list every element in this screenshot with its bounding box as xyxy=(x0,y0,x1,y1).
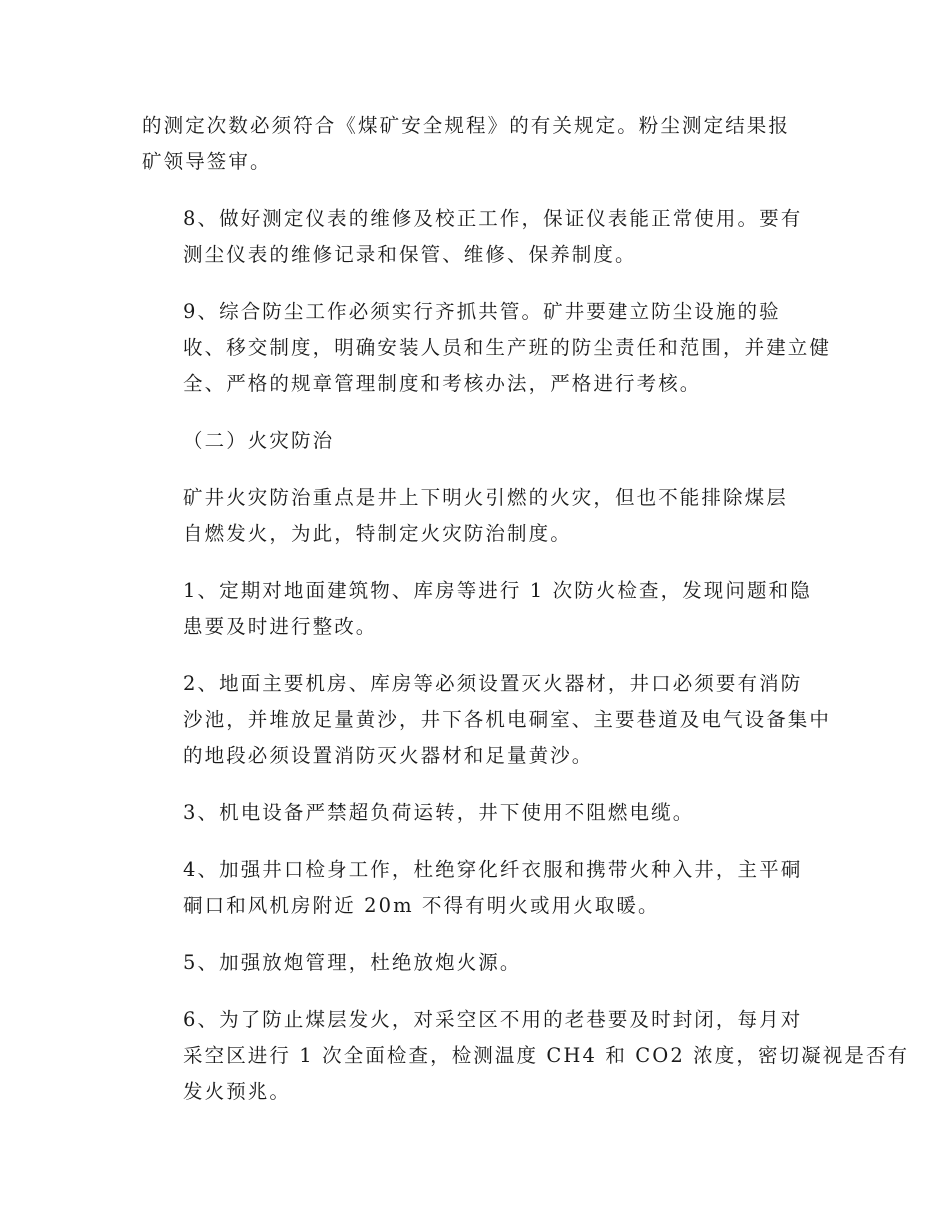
text-line: 沙池，并堆放足量黄沙，井下各机电硐室、主要巷道及电气设备集中 xyxy=(183,708,832,731)
section-heading-text: （二）火灾防治 xyxy=(183,429,335,452)
paragraph-item-6 xyxy=(142,1002,910,1110)
text-line: 1、定期对地面建筑物、库房等进行 1 次防火检查，发现问题和隐 xyxy=(183,579,812,602)
paragraph-item-8 xyxy=(142,201,810,273)
text-line: 4、加强井口检身工作，杜绝穿化纤衣服和携带火种入井，主平硐 xyxy=(183,858,803,881)
section-heading-fire-prevention xyxy=(142,423,810,459)
text-line: 采空区进行 1 次全面检查，检测温度 CH4 和 CO2 浓度，密切凝视是否有 xyxy=(183,1044,910,1067)
text-line: 的地段必须设置消防灭火器材和足量黄沙。 xyxy=(183,744,594,767)
text-line: 测尘仪表的维修记录和保管、维修、保养制度。 xyxy=(183,243,637,266)
document-body xyxy=(142,108,910,1131)
paragraph-item-5 xyxy=(142,945,810,981)
text-line: 2、地面主要机房、库房等必须设置灭火器材，井口必须要有消防 xyxy=(183,672,803,695)
paragraph-item-1 xyxy=(142,573,810,645)
paragraph-item-3 xyxy=(142,795,810,831)
text-line: 收、移交制度，明确安装人员和生产班的防尘责任和范围，并建立健 xyxy=(183,336,832,359)
text-line: 矿领导签审。 xyxy=(142,150,272,173)
text-line: 6、为了防止煤层发火，对采空区不用的老巷要及时封闭，每月对 xyxy=(183,1008,803,1031)
paragraph-item-2 xyxy=(142,666,832,774)
text-line: 发火预兆。 xyxy=(183,1080,292,1103)
paragraph-item-4 xyxy=(142,852,810,924)
text-line: 患要及时进行整改。 xyxy=(183,615,378,638)
paragraph-item-9 xyxy=(142,294,832,402)
text-line: 全、严格的规章管理制度和考核办法，严格进行考核。 xyxy=(183,372,702,395)
text-line: 自燃发火，为此，特制定火灾防治制度。 xyxy=(183,522,572,545)
paragraph-dust-measurement-continued xyxy=(142,108,810,180)
text-line: 8、做好测定仪表的维修及校正工作，保证仪表能正常使用。要有 xyxy=(183,207,803,230)
text-line: 5、加强放炮管理，杜绝放炮火源。 xyxy=(183,951,522,974)
text-line: 3、机电设备严禁超负荷运转，井下使用不阻燃电缆。 xyxy=(183,801,695,824)
text-line: 矿井火灾防治重点是井上下明火引燃的火灾，但也不能排除煤层 xyxy=(183,486,788,509)
text-line: 硐口和风机房附近 20m 不得有明火或用火取暖。 xyxy=(183,894,660,917)
text-line: 9、综合防尘工作必须实行齐抓共管。矿井要建立防尘设施的验 xyxy=(183,300,781,323)
text-line: 的测定次数必须符合《煤矿安全规程》的有关规定。粉尘测定结果报 xyxy=(142,114,791,137)
paragraph-fire-intro xyxy=(142,480,810,552)
